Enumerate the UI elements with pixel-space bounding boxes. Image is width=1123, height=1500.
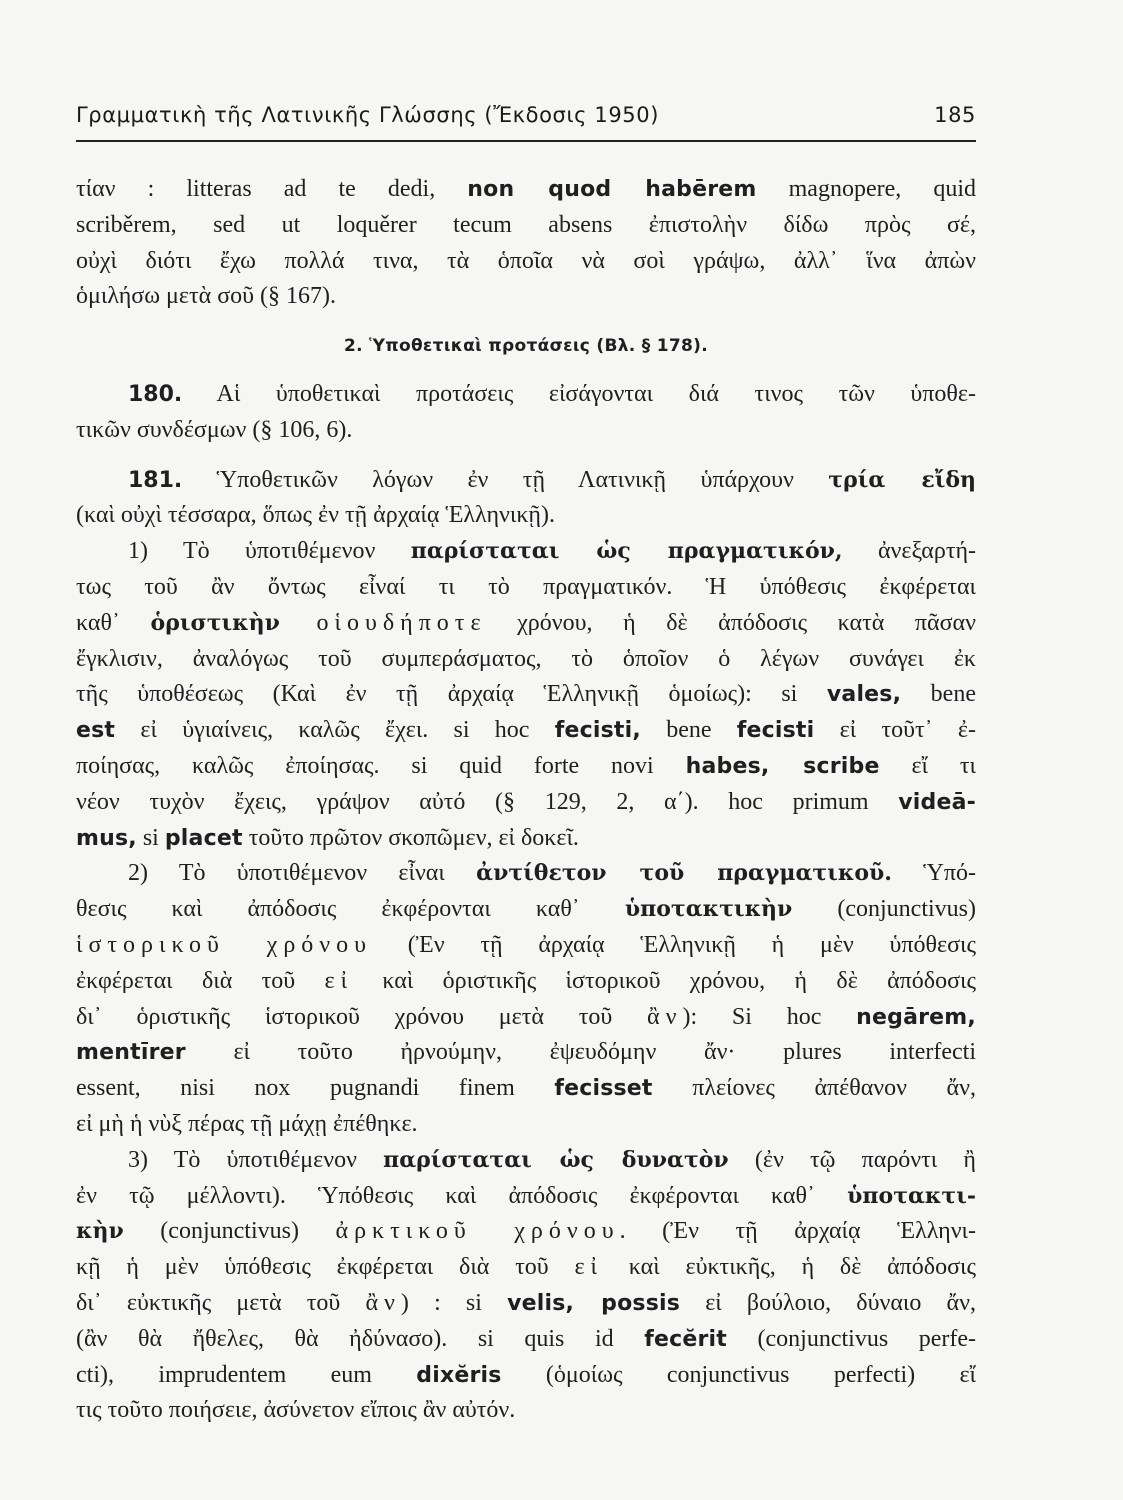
spaced-text: ἱστορικοῦ χρόνου	[76, 931, 373, 958]
subsection-1	[76, 534, 976, 856]
emphasis-latin: non quod habērem	[467, 177, 757, 202]
text-line: 3) Τὸ ὑποτιθέμενον παρίσταται ὡς δυνατὸν (ἐν τῷ παρόντι ἢ	[128, 1146, 976, 1173]
emphasis-latin: dixĕris	[416, 1362, 502, 1388]
text-line: 181. Ὑποθετικῶν λόγων ἐν τῇ Λατινικῇ ὑπάρχουν τρία εἴδη	[128, 466, 977, 493]
spaced-text: εἰ	[574, 1254, 604, 1281]
text-line: 180. Αἱ ὑποθετικαὶ προτάσεις εἰσάγονται διά τινος τῶν ὑποθε-	[128, 380, 976, 407]
emphasis-greek: ἀντίθετον τοῦ πραγματικοῦ.	[476, 860, 892, 887]
text-line: essent, nisi nox pugnandi finem fecisset πλείονες ἀπέθανον ἄν,	[76, 1075, 976, 1102]
running-head	[76, 103, 976, 139]
text-line: νέον τυχὸν ἔχεις, γράψον αὐτό (§ 129, 2, α΄). hoc primum videā-	[76, 788, 976, 815]
emphasis-latin: habes, scribe	[685, 753, 880, 779]
spaced-text: ἀρκτικοῦ χρόνου	[335, 1218, 620, 1245]
paragraph-number: 181.	[128, 467, 183, 493]
emphasis-latin: est	[76, 718, 116, 744]
emphasis-latin: fecisti	[736, 718, 815, 744]
text-line: mus, si placet τοῦτο πρῶτον σκοπῶμεν, εἰ δοκεῖ.	[76, 824, 579, 851]
emphasis-greek: τρία εἴδη	[828, 466, 977, 493]
emphasis-greek: κὴν	[76, 1218, 124, 1245]
header-rule	[76, 140, 976, 142]
emphasis-latin: velis, possis	[507, 1290, 681, 1316]
emphasis-greek: παρίσταται ὡς πραγματικόν,	[410, 538, 843, 565]
text-line: τῆς ὑποθέσεως (Καὶ ἐν τῇ ἀρχαίᾳ Ἑλληνικῇ ὁμοίως): si vales, bene	[76, 681, 976, 708]
text-line: δι᾽ εὐκτικῆς μετὰ τοῦ ἂν) : si velis, possis εἰ βούλοιο, δύναιο ἄν,	[76, 1289, 976, 1316]
subsection-3	[76, 1143, 976, 1429]
spaced-text: ἂν	[647, 1003, 683, 1030]
text-line: cti), imprudentem eum dixĕris (ὁμοίως conjunctivus perfecti) εἴ	[76, 1361, 976, 1388]
text-line: ὁμιλήσω μετὰ σοῦ (§ 167).	[76, 283, 337, 310]
text-line: εἰ μὴ ἡ νὺξ πέρας τῇ μάχῃ ἐπέθηκε.	[76, 1110, 418, 1137]
emphasis-latin: negārem,	[856, 1004, 976, 1030]
text-line: ἔγκλισιν, ἀναλόγως τοῦ συμπεράσματος, τὸ ὁποῖον ὁ λέγων συνάγει ἐκ	[76, 645, 976, 672]
text-line: est εἰ ὑγιαίνεις, καλῶς ἔχει. si hoc fecisti, bene fecisti εἰ τοῦτ᾽ ἐ-	[76, 717, 976, 744]
paragraph-number: 180.	[128, 381, 183, 407]
emphasis-greek: ὑποτακτι-	[847, 1182, 976, 1209]
text-line: οὐχὶ διότι ἔχω πολλά τινα, τὰ ὁποῖα νὰ σοὶ γράψω, ἀλλ᾽ ἵνα ἀπὼν	[76, 247, 976, 274]
spaced-text: οἱουδήποτε	[279, 609, 487, 636]
text-line: ἐν τῷ μέλλοντι). Ὑπόθεσις καὶ ἀπόδοσις ἐκφέρονται καθ᾽ ὑποτακτι-	[76, 1182, 976, 1209]
subsection-2	[76, 856, 976, 1142]
emphasis-greek: ὑποτακτικὴν	[624, 896, 793, 923]
text-line: τίαν : litteras ad te dedi, non quod habērem magnopere, quid	[76, 176, 976, 202]
emphasis-greek: ὁριστικὴν	[150, 609, 280, 636]
text-line: δι᾽ ὁριστικῆς ἱστορικοῦ χρόνου μετὰ τοῦ ἂν): Si hoc negārem,	[76, 1003, 976, 1030]
text-line: mentīrer εἰ τοῦτο ἠρνούμην, ἐψευδόμην ἄν· plures interfecti	[76, 1039, 977, 1066]
text-line: καθ᾽ ὁριστικὴν οἱουδήποτε χρόνου, ἡ δὲ ἀπόδοσις κατὰ πᾶσαν	[76, 609, 976, 636]
emphasis-latin: vales,	[826, 682, 902, 708]
page-number: 185	[934, 103, 976, 127]
emphasis-latin: mentīrer	[76, 1040, 186, 1066]
emphasis-latin: fecisset	[554, 1076, 653, 1102]
emphasis-latin: placet	[164, 825, 243, 851]
emphasis-latin: mus,	[76, 825, 137, 851]
emphasis-latin: videā-	[898, 789, 976, 815]
paragraph-continuation	[76, 172, 976, 315]
paragraph-181	[76, 463, 976, 535]
text-line: θεσις καὶ ἀπόδοσις ἐκφέρονται καθ᾽ ὑποτακτικὴν (conjunctivus)	[76, 896, 977, 923]
section-subheading: 2. Ὑποθετικαὶ προτάσεις (Βλ. § 178).	[344, 336, 708, 357]
text-line: ἐκφέρεται διὰ τοῦ εἰ καὶ ὁριστικῆς ἱστορικοῦ χρόνου, ἡ δὲ ἀπόδοσις	[76, 967, 976, 994]
running-head-title: Γραμματικὴ τῆς Λατινικῆς Γλώσσης (Ἔκδοσις 1950)	[76, 103, 660, 127]
text-line: (ἂν θὰ ἤθελες, θὰ ἠδύνασο). si quis id fecĕrit (conjunctivus perfe-	[76, 1325, 976, 1352]
text-line: τικῶν συνδέσμων (§ 106, 6).	[76, 416, 353, 443]
spaced-text: εἰ	[324, 967, 354, 994]
text-line: 1) Τὸ ὑποτιθέμενον παρίσταται ὡς πραγματικόν, ἀνεξαρτή-	[128, 538, 977, 565]
text-line: κῇ ἡ μὲν ὑπόθεσις ἐκφέρεται διὰ τοῦ εἰ καὶ εὐκτικῆς, ἡ δὲ ἀπόδοσις	[76, 1254, 977, 1281]
text-line: ποίησας, καλῶς ἐποίησας. si quid forte novi habes, scribe εἴ τι	[76, 752, 977, 779]
text-line: τως τοῦ ἂν ὄντως εἶναί τι τὸ πραγματικόν. Ἡ ὑπόθεσις ἐκφέρεται	[76, 573, 976, 600]
emphasis-greek: παρίσταται ὡς δυνατὸν	[383, 1146, 729, 1173]
text-line: scriběrem, sed ut loquěrer tecum absens ἐπιστολὴν δίδω πρὸς σέ,	[76, 211, 976, 238]
text-line: 2) Τὸ ὑποτιθέμενον εἶναι ἀντίθετον τοῦ πραγματικοῦ. Ὑπό-	[128, 860, 977, 887]
body-text	[76, 172, 976, 1429]
paragraph-180	[76, 377, 976, 449]
text-line: ἱστορικοῦ χρόνου (Ἐν τῇ ἀρχαίᾳ Ἑλληνικῇ ἡ μὲν ὑπόθεσις	[76, 931, 976, 958]
emphasis-latin: fecĕrit	[644, 1326, 727, 1352]
text-line: (καὶ οὐχὶ τέσσαρα, ὅπως ἐν τῇ ἀρχαίᾳ Ἑλληνικῇ).	[76, 502, 555, 529]
text-line: τις τοῦτο ποιήσειε, ἀσύνετον εἴποις ἂν αὐτόν.	[76, 1397, 516, 1424]
text-line: κὴν (conjunctivus) ἀρκτικοῦ χρόνου. (Ἐν τῇ ἀρχαίᾳ Ἑλληνι-	[76, 1218, 976, 1245]
emphasis-latin: fecisti,	[554, 718, 641, 744]
spaced-text: ἂν	[365, 1289, 401, 1316]
